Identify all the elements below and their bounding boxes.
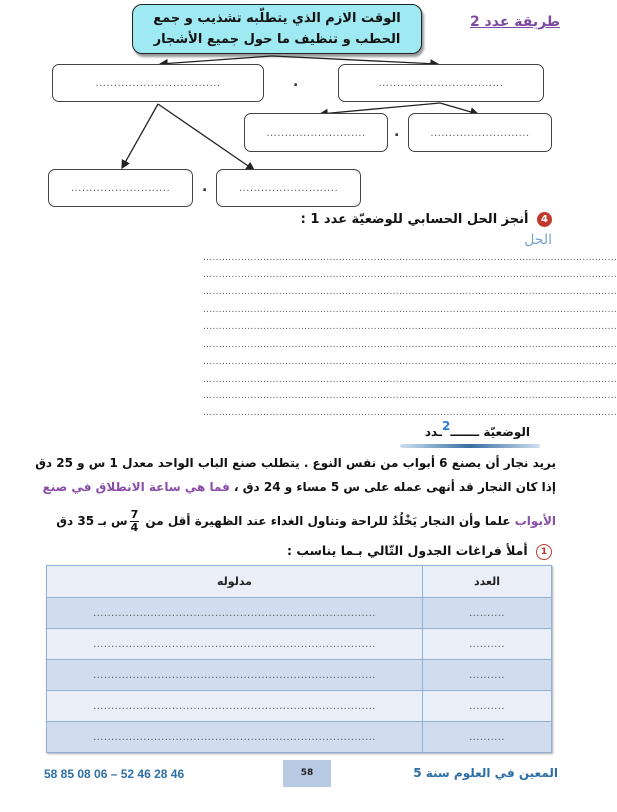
cell-number[interactable]: .......... — [423, 598, 552, 629]
cell-number[interactable]: .......... — [423, 660, 552, 691]
method-title: طريقة عدد 2 — [469, 14, 560, 30]
answer-line[interactable]: ................................................................................................................................... — [203, 408, 617, 418]
question-number-badge: 4 — [537, 212, 552, 227]
problem-line-1: يريد نجار أن يصنع 6 أبواب من نفس النوع . يتطلب صنع الباب الواحد معدل 1 س و 25 دق — [35, 456, 556, 470]
arrow-main-to-left — [160, 56, 272, 64]
answer-line[interactable]: ................................................................................................................................... — [203, 357, 617, 367]
diagram-box-bottom-right[interactable]: ........................... — [216, 169, 361, 207]
header-number: العدد — [423, 566, 552, 598]
diagram-box-right[interactable]: .................................. — [338, 64, 544, 102]
diagram-box-mid-right[interactable]: ........................... — [408, 113, 552, 152]
problem-line-2-text: إذا كان النجار قد أنهى عمله على س 5 مساء و 24 دق ، — [229, 480, 556, 494]
answer-line[interactable]: ................................................................................................................................... — [203, 305, 617, 315]
table-row — [47, 629, 552, 660]
question-4 — [301, 212, 552, 227]
answer-line[interactable]: ................................................................................................................................... — [203, 391, 617, 401]
situation-number: 2 — [442, 419, 451, 433]
situation-tatweel: ـــــــ — [450, 425, 480, 439]
diagram-separator: . — [293, 74, 299, 90]
diagram-separator: . — [394, 124, 400, 140]
diagram-box-bottom-left[interactable]: ........................... — [48, 169, 193, 207]
table-row — [47, 691, 552, 722]
table-header-row — [47, 566, 552, 598]
question-number-badge: 1 — [536, 544, 552, 560]
table-row — [47, 598, 552, 629]
arrow-main-to-right — [272, 56, 438, 64]
solution-label: الحل — [524, 232, 552, 248]
cell-meaning[interactable]: ............................................................................... — [47, 629, 423, 660]
answer-table — [46, 565, 552, 753]
question-1 — [287, 543, 552, 560]
diagram-box-left[interactable]: .................................. — [52, 64, 264, 102]
question-4-text: أنجز الحل الحسابي للوضعيّة عدد 1 : — [300, 212, 529, 227]
situation-underline — [400, 444, 540, 448]
question-1-text: أملأ فراغات الجدول التّالي بـما يناسب : — [286, 543, 528, 558]
cell-number[interactable]: .......... — [423, 722, 552, 753]
cell-meaning[interactable]: ............................................................................... — [47, 598, 423, 629]
book-title: المعين في العلوم سنة 5 — [413, 766, 558, 780]
situation-label-end: ـدد — [424, 425, 443, 439]
cell-number[interactable]: .......... — [423, 691, 552, 722]
problem-line-3 — [16, 506, 556, 536]
fraction-denominator: 4 — [130, 521, 139, 534]
problem-line-2 — [16, 478, 556, 496]
footer-phone-numbers: 58 85 08 06 – 52 46 28 46 — [44, 767, 185, 781]
main-box-line-2: الحطب و تنظيف ما حول جميع الأشجار — [153, 32, 401, 47]
diagram-box-mid-left[interactable]: ........................... — [244, 113, 388, 152]
diagram-separator: . — [202, 179, 208, 195]
header-meaning: مدلوله — [47, 566, 423, 598]
problem-line-3-end: س بـ 35 دق — [56, 514, 128, 528]
arrow-left-to-bottom-left — [122, 104, 158, 168]
table-row — [47, 660, 552, 691]
arrow-left-to-bottom-right — [158, 104, 254, 170]
answer-line[interactable]: ................................................................................................................................... — [203, 270, 617, 280]
main-box-line-1: الوقت الازم الذي يتطلّبه تشذيب و جمع — [153, 11, 401, 26]
answer-line[interactable]: ................................................................................................................................... — [203, 322, 617, 332]
cell-meaning[interactable]: ............................................................................... — [47, 691, 423, 722]
problem-question: فما هي ساعة الانطلاق في صنع — [42, 480, 230, 494]
cell-number[interactable]: .......... — [423, 629, 552, 660]
problem-question-end: الأبواب — [514, 514, 556, 528]
fraction-numerator: 7 — [130, 508, 139, 521]
cell-meaning[interactable]: ............................................................................... — [47, 660, 423, 691]
answer-line[interactable]: ................................................................................................................................... — [203, 340, 617, 350]
problem-line-3-text: علما وأن النجار يَخْلُدُ للراحة وتناول الغداء عند الظهيرة أقل من — [141, 514, 515, 528]
fraction — [130, 509, 140, 534]
page-number: 58 — [283, 760, 331, 787]
situation-2-heading — [424, 419, 530, 440]
table-row — [47, 722, 552, 753]
situation-label: الوضعيّة — [483, 425, 530, 439]
answer-line[interactable]: ................................................................................................................................... — [203, 287, 617, 297]
answer-line[interactable]: ................................................................................................................................... — [203, 375, 617, 385]
cell-meaning[interactable]: ............................................................................... — [47, 722, 423, 753]
answer-line[interactable]: ................................................................................................................................... — [203, 253, 617, 263]
